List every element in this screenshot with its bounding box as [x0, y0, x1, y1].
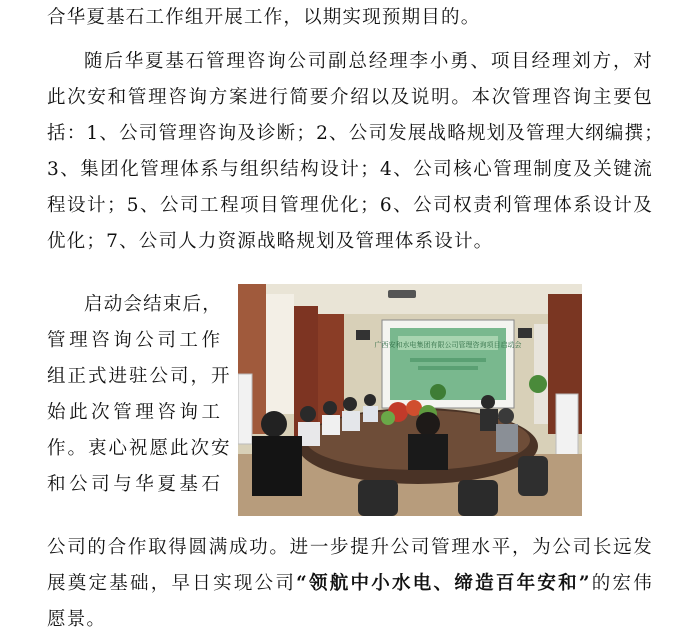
text-line	[47, 566, 653, 602]
text-line: 此次安和管理咨询方案进行简要介绍以及说明。本次管理咨询主要包	[47, 87, 653, 108]
screen-text: 广西安和水电集团有限公司管理咨询项目启动会	[374, 341, 522, 349]
text-line: 管理咨询公司工作	[47, 330, 222, 351]
text-line: 3、集团化管理体系与组织结构设计；4、公司核心管理制度及关键流	[47, 159, 653, 180]
text-line: 和公司与华夏基石	[47, 474, 222, 495]
meeting-photo	[238, 284, 582, 516]
text-line: 优化；7、公司人力资源战略规划及管理体系设计。	[47, 231, 494, 252]
text-line: 括：1、公司管理咨询及诊断；2、公司发展战略规划及管理大纲编撰；	[47, 123, 664, 144]
text-line: 始此次管理咨询工	[47, 402, 222, 423]
text-segment: 展奠定基础，早日实现公司	[47, 573, 297, 594]
text-line: 公司的合作取得圆满成功。进一步提升公司管理水平，为公司长远发	[47, 537, 653, 558]
text-line: 作。衷心祝愿此次安	[47, 438, 232, 459]
text-line: 愿景。	[47, 609, 107, 630]
text-line: 随后华夏基石管理咨询公司副总经理李小勇、项目经理刘方，对	[84, 51, 653, 72]
text-line: 启动会结束后，	[84, 294, 222, 315]
text-line: 合华夏基石工作组开展工作，以期实现预期目的。	[47, 7, 481, 28]
text-line: 组正式进驻公司，开	[47, 366, 232, 387]
slogan-text: “领航中小水电、缔造百年安和”	[296, 573, 591, 594]
text-line: 程设计；5、公司工程项目管理优化；6、公司权责利管理体系设计及	[47, 195, 653, 216]
text-segment: 的宏伟	[590, 573, 653, 594]
